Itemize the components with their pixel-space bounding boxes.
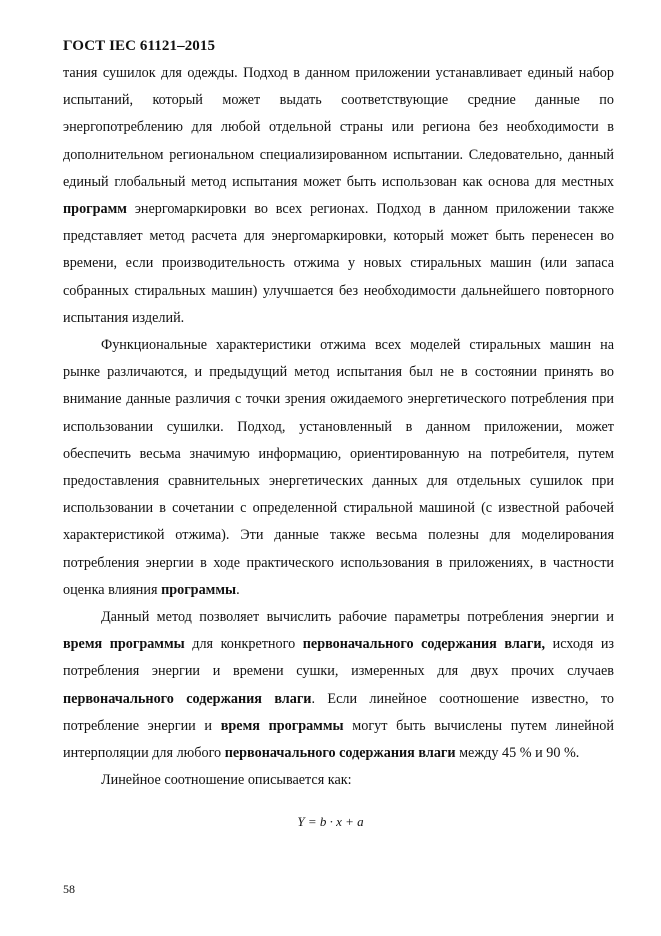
formula: Y = b · x + a bbox=[297, 814, 364, 829]
text-run: могут быть вычислены путем линейной интерполяции для любого bbox=[63, 717, 614, 762]
bold-term: первоначального содержания влаги bbox=[224, 745, 456, 762]
bold-term: программы bbox=[161, 581, 237, 598]
text-run: . Если линейное соотношение известно, то потребление энергии и bbox=[63, 690, 614, 734]
text-run: тания сушилок для одежды. Подход в данном приложении устанавливает единый набор испытаний, который может выдать соответствующие средние данные по энергопотреблению для любой отдельной страны или региона без необходимости в дополнительном региональном специализированном испытании. Следовательно, данный единый глобальный метод испытания может быть использован как основа для местных bbox=[63, 65, 614, 190]
page-number: 58 bbox=[63, 882, 75, 896]
text-run: для конкретного bbox=[184, 636, 303, 653]
text-run: исходя из потребления энергии и времени сушки, измеренных для двух прочих случаев bbox=[63, 636, 615, 680]
paragraph-2 bbox=[63, 332, 614, 604]
text-run: энергомаркировки во всех регионах. Подход в данном приложении также представляет метод расчета для энергомаркировки, который может быть перенесен во времени, если производительность отжима у новых стиральных машин (или запаса собранных стиральных машин) улучшается без необходимости дальнейшего повторного испытания изделий. bbox=[63, 201, 614, 326]
bold-term: первоначального содержания влаги bbox=[63, 690, 312, 707]
bold-term: программ bbox=[63, 201, 127, 218]
bold-term: время программы bbox=[63, 636, 185, 653]
text-run: между 45 % и 90 %. bbox=[455, 745, 580, 762]
document-header: ГОСТ IEC 61121–2015 bbox=[63, 38, 216, 54]
bold-term: время программы bbox=[220, 717, 344, 734]
paragraph-4 bbox=[63, 767, 614, 794]
paragraph-3 bbox=[63, 604, 614, 767]
text-run: Функциональные характеристики отжима всех моделей стиральных машин на рынке различаются, и предыдущий метод испытания был не в состоянии принять во внимание данные различия с точки зрения ожидаемого энергетического потребления при использовании сушилки. Подход, установленный в данном приложении, может обеспечить весьма значимую информацию, ориентированную на потребителя, путем предоставления сравнительных энергетических данных для отдельных сушилок при использовании в сочетании с определенной стиральной машиной (с известной рабочей характеристикой отжима). Эти данные также весьма полезны для моделирования потребления энергии в ходе практического использования в приложениях, в частности оценка влияния bbox=[63, 337, 614, 598]
text-run: Данный метод позволяет вычислить рабочие параметры потребления энергии и bbox=[101, 609, 614, 626]
text-run: . bbox=[236, 581, 240, 598]
text-run: Линейное соотношение описывается как: bbox=[101, 772, 352, 789]
bold-term: первоначального содержания влаги, bbox=[302, 636, 546, 653]
paragraph-1 bbox=[63, 60, 614, 332]
body-text bbox=[63, 60, 614, 794]
